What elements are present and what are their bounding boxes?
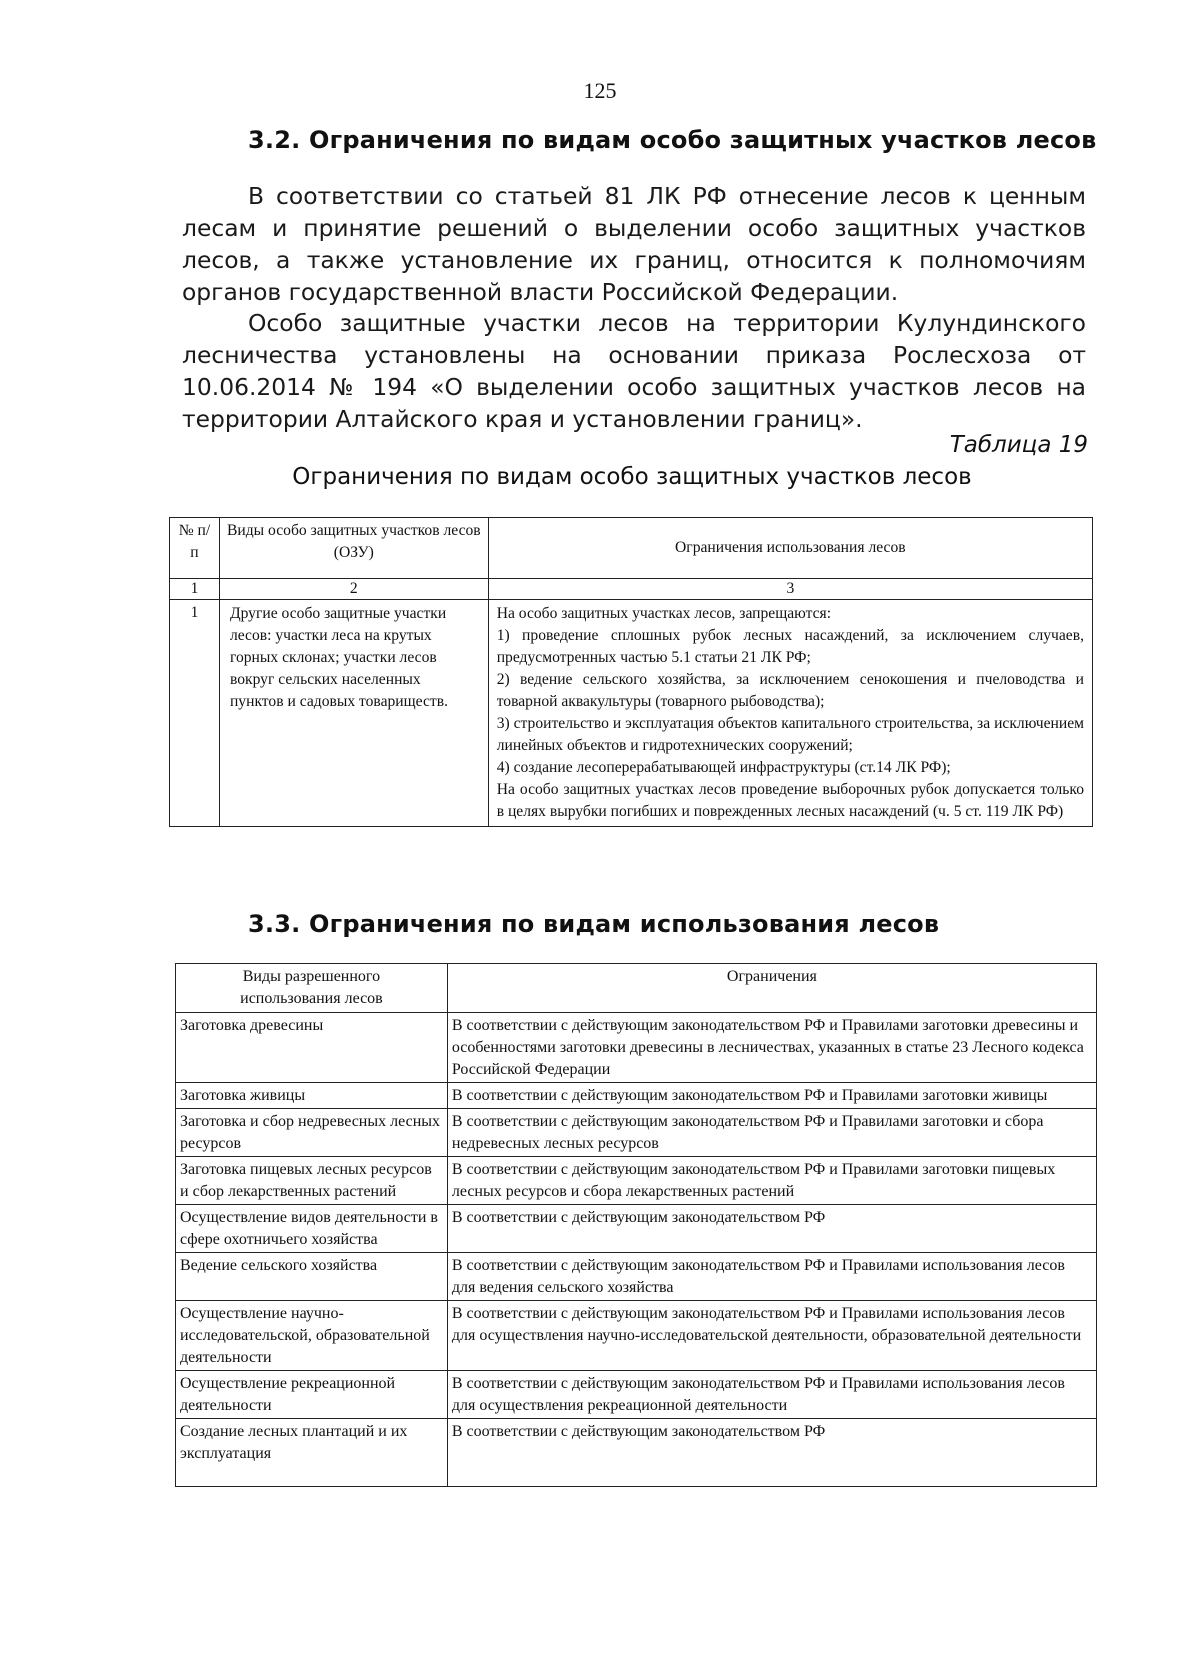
use-restriction: В соответствии с действующим законодательством РФ и Правилами использования лесов для осуществления научно-исследовательской деятельности, образовательной деятельности xyxy=(447,1301,1096,1371)
restriction-line: 3) строительство и эксплуатация объектов капитального строительства, за исключением линейных объектов и гидротехнических сооружений; xyxy=(496,715,1084,754)
use-kind: Осуществление видов деятельности в сфере охотничьего хозяйства xyxy=(176,1205,448,1253)
use-restriction: В соответствии с действующим законодательством РФ и Правилами заготовки и сбора недревесных лесных ресурсов xyxy=(447,1109,1096,1157)
use-restriction: В соответствии с действующим законодательством РФ и Правилами заготовки живицы xyxy=(447,1083,1096,1109)
page-number: 125 xyxy=(583,78,617,103)
use-restriction: В соответствии с действующим законодательством РФ и Правилами заготовки древесины и особенностями заготовки древесины в лесничествах, указанных в статье 23 Лесного кодекса Российской Федерации xyxy=(447,1013,1096,1083)
use-restriction: В соответствии с действующим законодательством РФ и Правилами использования лесов для осуществления рекреационной деятельности xyxy=(447,1371,1096,1419)
use-restriction: В соответствии с действующим законодательством РФ xyxy=(447,1205,1096,1253)
forest-use-table xyxy=(175,963,1097,1487)
use-restriction: В соответствии с действующим законодательством РФ и Правилами заготовки пищевых лесных ресурсов и сбора лекарственных растений xyxy=(447,1157,1096,1205)
header-cell: № п/п xyxy=(170,518,220,579)
use-kind: Осуществление рекреационной деятельности xyxy=(176,1371,448,1419)
column-number: 2 xyxy=(219,579,488,600)
use-kind: Создание лесных плантаций и их эксплуатация xyxy=(176,1419,448,1487)
use-kind: Заготовка и сбор недревесных лесных ресурсов xyxy=(176,1109,448,1157)
table-header-row xyxy=(170,518,1093,579)
column-number: 3 xyxy=(488,579,1092,600)
table-row xyxy=(176,1301,1097,1371)
header-cell: Виды разрешенного использования лесов xyxy=(176,964,448,1013)
table-caption: Ограничения по видам особо защитных участков лесов xyxy=(292,464,972,490)
column-number: 1 xyxy=(170,579,220,600)
restrictions-cell xyxy=(488,600,1092,827)
table-row xyxy=(176,1109,1097,1157)
table-row xyxy=(170,600,1093,827)
restriction-line: 4) создание лесоперерабатывающей инфраструктуры (ст.14 ЛК РФ); xyxy=(496,759,951,776)
restriction-line: 2) ведение сельского хозяйства, за исключением сенокошения и пчеловодства и товарной аквакультуры (товарного рыбоводства); xyxy=(496,671,1084,710)
table-label: Таблица 19 xyxy=(949,432,1088,458)
use-kind: Заготовка древесины xyxy=(176,1013,448,1083)
table-row xyxy=(176,1205,1097,1253)
use-kind: Заготовка живицы xyxy=(176,1083,448,1109)
restriction-line: На особо защитных участках лесов, запрещаются: xyxy=(496,605,832,622)
section-3-2-title: 3.2. Ограничения по видам особо защитных участков лесов xyxy=(248,126,1097,154)
table-header-row xyxy=(176,964,1097,1013)
table-row xyxy=(176,1013,1097,1083)
use-restriction: В соответствии с действующим законодательством РФ xyxy=(447,1419,1096,1487)
table-19 xyxy=(169,517,1093,827)
table-row xyxy=(176,1157,1097,1205)
restriction-line: 1) проведение сплошных рубок лесных насаждений, за исключением случаев, предусмотренных частью 5.1 статьи 21 ЛК РФ; xyxy=(496,627,1084,666)
use-kind: Заготовка пищевых лесных ресурсов и сбор лекарственных растений xyxy=(176,1157,448,1205)
section-3-3-title: 3.3. Ограничения по видам использования лесов xyxy=(248,910,940,938)
table-row xyxy=(176,1419,1097,1487)
table-row xyxy=(176,1083,1097,1109)
row-number: 1 xyxy=(170,600,220,827)
ozu-kind: Другие особо защитные участки лесов: участки леса на крутых горных склонах; участки лесов вокруг сельских населенных пунктов и садовых товариществ. xyxy=(219,600,488,827)
restriction-line: На особо защитных участках лесов проведение выборочных рубок допускается только в целях вырубки погибших и поврежденных лесных насаждений (ч. 5 ст. 119 ЛК РФ) xyxy=(496,781,1084,820)
header-cell: Виды особо защитных участков лесов (ОЗУ) xyxy=(219,518,488,579)
header-cell: Ограничения использования лесов xyxy=(488,518,1092,579)
use-kind: Ведение сельского хозяйства xyxy=(176,1253,448,1301)
use-restriction: В соответствии с действующим законодательством РФ и Правилами использования лесов для ведения сельского хозяйства xyxy=(447,1253,1096,1301)
paragraph: В соответствии со статьей 81 ЛК РФ отнесение лесов к ценным лесам и принятие решений о выделении особо защитных участков лесов, а также установление их границ, относится к полномочиям органов государственной власти Российской Федерации. xyxy=(182,182,1086,306)
table-row xyxy=(176,1253,1097,1301)
table-row xyxy=(176,1371,1097,1419)
paragraph: Особо защитные участки лесов на территории Кулундинского лесничества установлены на основании приказа Рослесхоза от 10.06.2014 № 194 «О выделении особо защитных участков лесов на территории Алтайского края и установлении границ». xyxy=(182,309,1086,433)
use-kind: Осуществление научно-исследовательской, образовательной деятельности xyxy=(176,1301,448,1371)
header-cell: Ограничения xyxy=(447,964,1096,1013)
column-number-row xyxy=(170,579,1093,600)
